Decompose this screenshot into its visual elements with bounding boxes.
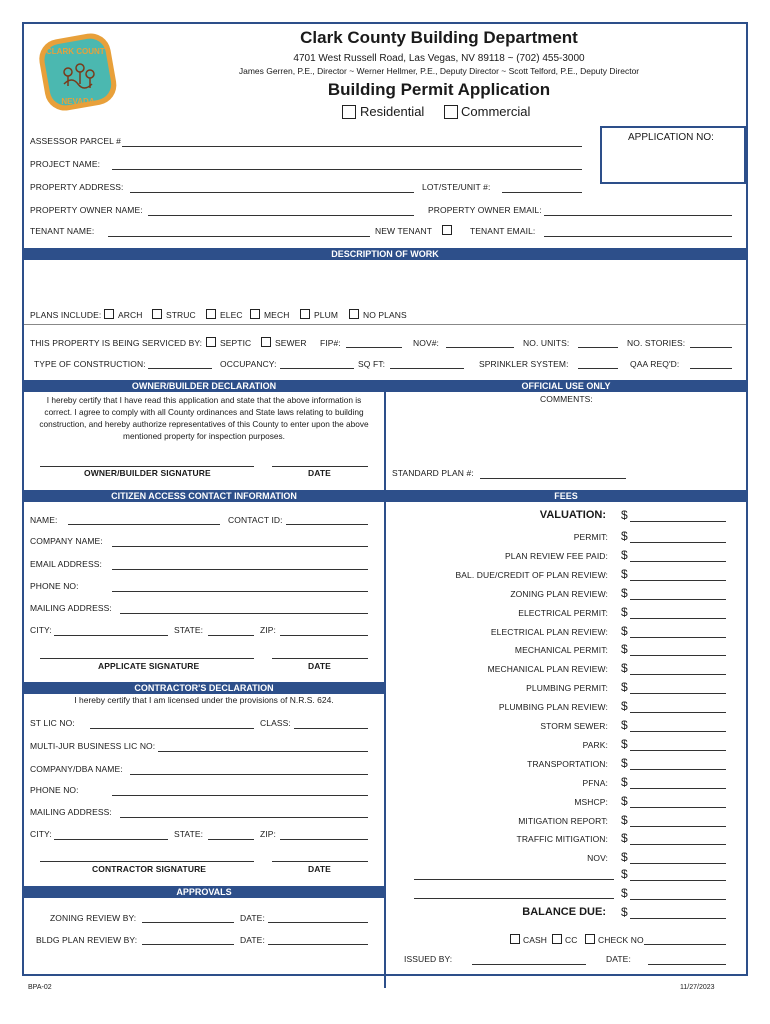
citizen-phone-field[interactable]: [112, 591, 368, 592]
fee-item-field[interactable]: [630, 599, 726, 600]
nov-field[interactable]: [446, 347, 514, 348]
new-tenant-label: NEW TENANT: [375, 226, 433, 236]
project-name-label: PROJECT NAME:: [30, 159, 101, 169]
commercial-label: Commercial: [461, 104, 531, 119]
fee-item-field[interactable]: [630, 731, 726, 732]
bldg-review-field[interactable]: [142, 944, 234, 945]
contractor-company-label: COMPANY/DBA NAME:: [30, 764, 123, 774]
no-plans-label: NO PLANS: [363, 310, 407, 320]
mech-label: MECH: [264, 310, 290, 320]
fees-header: FEES: [386, 490, 746, 502]
contractor-city-field[interactable]: [54, 839, 168, 840]
contractor-header: CONTRACTOR'S DECLARATION: [24, 682, 384, 694]
comments-label: COMMENTS:: [540, 394, 593, 404]
septic-label: SEPTIC: [220, 338, 252, 348]
fee-item-currency: $: [621, 718, 628, 732]
commercial-checkbox[interactable]: [444, 105, 458, 119]
project-name-field[interactable]: [112, 169, 582, 170]
contractor-signature-label: CONTRACTOR SIGNATURE: [92, 864, 207, 874]
st-lic-field[interactable]: [90, 728, 254, 729]
tenant-name-field[interactable]: [108, 236, 370, 237]
fee-item-currency: $: [621, 605, 628, 619]
fee-item-label: PARK:: [582, 740, 608, 750]
qaa-label: QAA REQ'D:: [630, 359, 680, 369]
property-address-label: PROPERTY ADDRESS:: [30, 182, 124, 192]
fee-item-field[interactable]: [630, 807, 726, 808]
fee-item-currency: $: [621, 850, 628, 864]
contractor-company-field[interactable]: [130, 774, 368, 775]
owner-name-label: PROPERTY OWNER NAME:: [30, 205, 143, 215]
standard-plan-label: STANDARD PLAN #:: [392, 468, 474, 478]
class-field[interactable]: [294, 728, 368, 729]
fee-item-currency: $: [621, 642, 628, 656]
valuation-label: VALUATION:: [539, 509, 606, 521]
issued-by-field[interactable]: [472, 964, 586, 965]
contractor-mailing-field[interactable]: [120, 817, 368, 818]
multi-jur-label: MULTI-JUR BUSINESS LIC NO:: [30, 741, 156, 751]
bldg-review-label: BLDG PLAN REVIEW BY:: [36, 935, 138, 945]
official-use-header: OFFICIAL USE ONLY: [386, 380, 746, 392]
extra-fee-name-1[interactable]: [414, 879, 614, 880]
bldg-date-label: DATE:: [240, 935, 265, 945]
fee-item-field[interactable]: [630, 655, 726, 656]
fee-item-currency: $: [621, 794, 628, 808]
citizen-zip-field[interactable]: [280, 635, 368, 636]
arch-label: ARCH: [118, 310, 143, 320]
clark-county-logo: [28, 28, 128, 118]
contractor-zip-label: ZIP:: [260, 829, 276, 839]
cash-label: CASH: [523, 935, 548, 945]
construction-type-label: TYPE OF CONSTRUCTION:: [34, 359, 146, 369]
balance-due-label: BALANCE DUE:: [522, 906, 606, 918]
residential-checkbox[interactable]: [342, 105, 356, 119]
fip-label: FIP#:: [320, 338, 341, 348]
column-divider: [384, 380, 386, 988]
application-no-label: APPLICATION NO:: [628, 132, 714, 143]
divider: [24, 324, 746, 325]
fee-item-label: PFNA:: [582, 778, 608, 788]
approvals-header: APPROVALS: [24, 886, 384, 898]
fee-item-currency: $: [621, 586, 628, 600]
bldg-date-field[interactable]: [268, 944, 368, 945]
owner-builder-header: OWNER/BUILDER DECLARATION: [24, 380, 384, 392]
citizen-company-field[interactable]: [112, 546, 368, 547]
contractor-zip-field[interactable]: [280, 839, 368, 840]
new-tenant-checkbox[interactable]: [442, 225, 452, 235]
owner-date-field[interactable]: [272, 466, 368, 467]
fee-item-field[interactable]: [630, 693, 726, 694]
citizen-name-label: NAME:: [30, 515, 58, 525]
no-units-field[interactable]: [578, 347, 618, 348]
serviced-by-label: THIS PROPERTY IS BEING SERVICED BY:: [30, 338, 203, 348]
check-no-label: CHECK NO: [598, 935, 644, 945]
fee-item-currency: $: [621, 624, 628, 638]
fee-item-field[interactable]: [630, 788, 726, 789]
fee-item-label: STORM SEWER:: [540, 721, 608, 731]
fee-item-field[interactable]: [630, 580, 726, 581]
residential-label: Residential: [360, 104, 425, 119]
owner-name-field[interactable]: [148, 215, 414, 216]
property-address-field[interactable]: [130, 192, 414, 193]
contractor-phone-label: PHONE NO:: [30, 785, 79, 795]
citizen-header: CITIZEN ACCESS CONTACT INFORMATION: [24, 490, 384, 502]
nov-label: NOV#:: [413, 338, 440, 348]
extra-fee-name-2[interactable]: [414, 898, 614, 899]
fee-item-currency: $: [621, 699, 628, 713]
assessor-field[interactable]: [122, 146, 582, 147]
fee-item-label: MITIGATION REPORT:: [518, 816, 608, 826]
applicant-date-label: DATE: [308, 661, 331, 671]
issued-by-label: ISSUED BY:: [404, 954, 453, 964]
multi-jur-field[interactable]: [158, 751, 368, 752]
balance-currency: $: [621, 905, 628, 919]
fee-item-label: NOV:: [587, 853, 608, 863]
contact-id-label: CONTACT ID:: [228, 515, 283, 525]
fee-item-field[interactable]: [630, 618, 726, 619]
fee-item-currency: $: [621, 680, 628, 694]
description-field[interactable]: [24, 260, 746, 306]
zoning-review-field[interactable]: [142, 922, 234, 923]
description-header: DESCRIPTION OF WORK: [24, 248, 746, 260]
fee-item-currency: $: [621, 567, 628, 581]
fee-item-field[interactable]: [630, 561, 726, 562]
cash-checkbox[interactable]: [510, 934, 520, 944]
occupancy-label: OCCUPANCY:: [220, 359, 277, 369]
fee-item-label: TRAFFIC MITIGATION:: [516, 834, 608, 844]
contractor-date-field[interactable]: [272, 861, 368, 862]
lot-label: LOT/STE/UNIT #:: [422, 182, 491, 192]
fee-item-label: PERMIT:: [573, 532, 608, 542]
fee-item-currency: $: [621, 831, 628, 845]
contractor-state-field[interactable]: [208, 839, 254, 840]
contractor-city-label: CITY:: [30, 829, 52, 839]
check-no-field[interactable]: [644, 944, 726, 945]
septic-checkbox[interactable]: [206, 337, 216, 347]
citizen-state-label: STATE:: [174, 625, 204, 635]
balance-due-field[interactable]: [630, 918, 726, 919]
owner-signature-field[interactable]: [40, 466, 254, 467]
extra-fee-2-currency: $: [621, 886, 628, 900]
permit-form: [22, 22, 748, 976]
tenant-email-label: TENANT EMAIL:: [470, 226, 536, 236]
fee-item-field[interactable]: [630, 826, 726, 827]
fee-item-currency: $: [621, 737, 628, 751]
sprinkler-field[interactable]: [578, 368, 618, 369]
citizen-mailing-field[interactable]: [120, 613, 368, 614]
extra-fee-1-field[interactable]: [630, 880, 726, 881]
fee-item-field[interactable]: [630, 750, 726, 751]
fee-item-label: ZONING PLAN REVIEW:: [510, 589, 608, 599]
contractor-date-label: DATE: [308, 864, 331, 874]
department-address: 4701 West Russell Road, Las Vegas, NV 89118 ~ (702) 455-3000: [293, 53, 585, 64]
applicant-date-field[interactable]: [272, 658, 368, 659]
fee-item-currency: $: [621, 756, 628, 770]
fee-item-label: BAL. DUE/CREDIT OF PLAN REVIEW:: [455, 570, 608, 580]
no-stories-field[interactable]: [690, 347, 732, 348]
fee-item-label: ELECTRICAL PERMIT:: [518, 608, 608, 618]
no-plans-checkbox[interactable]: [349, 309, 359, 319]
fee-item-currency: $: [621, 775, 628, 789]
applicant-signature-label: APPLICATE SIGNATURE: [98, 661, 200, 671]
revision-date: 11/27/2023: [680, 984, 715, 991]
qaa-field[interactable]: [690, 368, 732, 369]
extra-fee-2-field[interactable]: [630, 899, 726, 900]
owner-email-label: PROPERTY OWNER EMAIL:: [428, 205, 542, 215]
check-no-checkbox[interactable]: [585, 934, 595, 944]
contractor-signature-field[interactable]: [40, 861, 254, 862]
owner-declaration-text: I hereby certify that I have read this application and state that the above information is correct. I agree to comply with all County ordinances and State laws relating to building construction, and hereby authorize representatives of this County to enter upon the above mentioned property for inspection purposes.: [39, 395, 369, 441]
fee-item-label: PLAN REVIEW FEE PAID:: [504, 551, 608, 561]
form-title: Building Permit Application: [327, 80, 551, 99]
sewer-label: SEWER: [275, 338, 307, 348]
fee-item-label: ELECTRICAL PLAN REVIEW:: [490, 627, 608, 637]
fee-item-field[interactable]: [630, 542, 726, 543]
fee-item-field[interactable]: [630, 769, 726, 770]
construction-type-field[interactable]: [148, 368, 212, 369]
fee-item-field[interactable]: [630, 844, 726, 845]
fee-item-label: PLUMBING PLAN REVIEW:: [498, 702, 608, 712]
logo-bottom-text: NEVADA: [61, 97, 95, 106]
department-title: Clark County Building Department: [300, 28, 578, 47]
owner-email-field[interactable]: [544, 215, 732, 216]
fee-item-currency: $: [621, 813, 628, 827]
issued-date-field[interactable]: [648, 964, 726, 965]
citizen-city-field[interactable]: [54, 635, 168, 636]
tenant-name-label: TENANT NAME:: [30, 226, 95, 236]
occupancy-field[interactable]: [280, 368, 354, 369]
valuation-currency: $: [621, 508, 628, 522]
elec-label: ELEC: [220, 310, 243, 320]
plum-label: PLUM: [314, 310, 339, 320]
no-stories-label: NO. STORIES:: [627, 338, 686, 348]
elec-checkbox[interactable]: [206, 309, 216, 319]
logo-top-text: CLARK COUNTY: [46, 47, 110, 56]
fee-item-field[interactable]: [630, 863, 726, 864]
contact-id-field[interactable]: [286, 524, 368, 525]
owner-date-label: DATE: [308, 468, 331, 478]
zoning-review-label: ZONING REVIEW BY:: [50, 913, 137, 923]
fee-item-label: MECHANICAL PERMIT:: [514, 645, 608, 655]
citizen-email-field[interactable]: [112, 569, 368, 570]
fee-item-label: PLUMBING PERMIT:: [526, 683, 608, 693]
st-lic-label: ST LIC NO:: [30, 718, 75, 728]
fee-item-field[interactable]: [630, 674, 726, 675]
fip-field[interactable]: [346, 347, 402, 348]
standard-plan-field[interactable]: [480, 478, 626, 479]
contractor-text: I hereby certify that I am licensed under the provisions of N.R.S. 624.: [74, 695, 334, 705]
fee-item-currency: $: [621, 661, 628, 675]
application-no-box[interactable]: [600, 126, 746, 184]
mech-checkbox[interactable]: [250, 309, 260, 319]
applicant-signature-field[interactable]: [40, 658, 254, 659]
fee-item-label: MECHANICAL PLAN REVIEW:: [487, 664, 608, 674]
lot-field[interactable]: [502, 192, 582, 193]
cc-label: CC: [565, 935, 578, 945]
fee-item-field[interactable]: [630, 637, 726, 638]
citizen-state-field[interactable]: [208, 635, 254, 636]
struc-checkbox[interactable]: [152, 309, 162, 319]
citizen-phone-label: PHONE NO:: [30, 581, 79, 591]
fee-item-currency: $: [621, 548, 628, 562]
arch-checkbox[interactable]: [104, 309, 114, 319]
fee-item-currency: $: [621, 529, 628, 543]
zoning-date-field[interactable]: [268, 922, 368, 923]
extra-fee-1-currency: $: [621, 867, 628, 881]
issued-date-label: DATE:: [606, 954, 631, 964]
citizen-company-label: COMPANY NAME:: [30, 536, 103, 546]
plum-checkbox[interactable]: [300, 309, 310, 319]
owner-signature-label: OWNER/BUILDER SIGNATURE: [84, 468, 211, 478]
fee-item-label: TRANSPORTATION:: [527, 759, 608, 769]
cc-checkbox[interactable]: [552, 934, 562, 944]
valuation-field[interactable]: [630, 521, 726, 522]
citizen-city-label: CITY:: [30, 625, 52, 635]
sewer-checkbox[interactable]: [261, 337, 271, 347]
plans-include-label: PLANS INCLUDE:: [30, 310, 102, 320]
sqft-label: SQ FT:: [358, 359, 386, 369]
struc-label: STRUC: [166, 310, 196, 320]
citizen-email-label: EMAIL ADDRESS:: [30, 559, 102, 569]
directors-line: James Gerren, P.E., Director ~ Werner Hellmer, P.E., Deputy Director ~ Scott Telford, P.E., Deputy Director: [238, 66, 640, 76]
contractor-state-label: STATE:: [174, 829, 204, 839]
fee-item-label: MSHCP:: [574, 797, 608, 807]
contractor-mailing-label: MAILING ADDRESS:: [30, 807, 112, 817]
citizen-zip-label: ZIP:: [260, 625, 276, 635]
zoning-date-label: DATE:: [240, 913, 265, 923]
citizen-mailing-label: MAILING ADDRESS:: [30, 603, 112, 613]
sqft-field[interactable]: [390, 368, 464, 369]
tenant-email-field[interactable]: [544, 236, 732, 237]
citizen-name-field[interactable]: [68, 524, 220, 525]
class-label: CLASS:: [260, 718, 291, 728]
no-units-label: NO. UNITS:: [523, 338, 570, 348]
sprinkler-label: SPRINKLER SYSTEM:: [479, 359, 569, 369]
fee-item-field[interactable]: [630, 712, 726, 713]
form-code: BPA-02: [28, 984, 52, 991]
assessor-label: ASSESSOR PARCEL #: [30, 136, 121, 146]
contractor-phone-field[interactable]: [112, 795, 368, 796]
